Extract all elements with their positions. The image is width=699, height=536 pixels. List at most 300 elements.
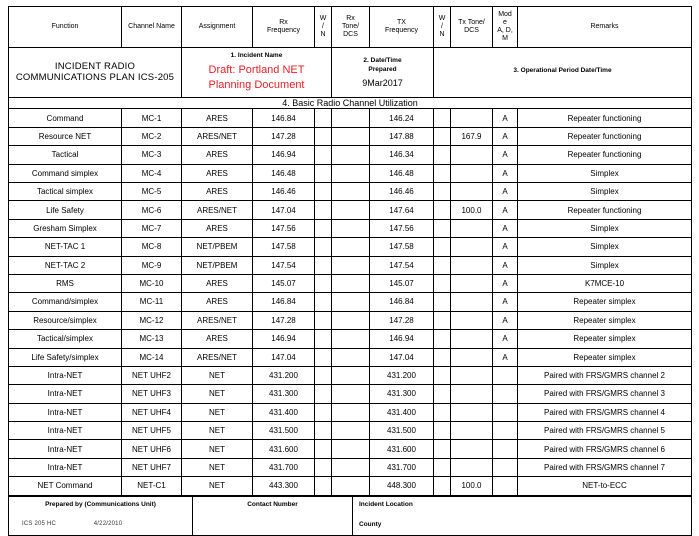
cell-remarks[interactable]: Simplex — [518, 183, 692, 201]
cell-rx_wn[interactable] — [315, 293, 332, 311]
cell-remarks[interactable]: Repeater simplex — [518, 348, 692, 366]
cell-tx_wn[interactable] — [434, 109, 451, 127]
form-title-line-2: COMMUNICATIONS — [15, 71, 107, 83]
cell-channel[interactable]: MC-7 — [122, 219, 182, 237]
cell-rx_wn[interactable] — [315, 238, 332, 256]
form-title — [9, 48, 182, 98]
cell-function[interactable]: Life Safety — [9, 201, 122, 219]
column-header-remarks-line-1: Remarks — [590, 22, 619, 30]
cell-rx_freq[interactable]: 147.56 — [253, 219, 315, 237]
column-header-tx_tone-line-2: DCS — [464, 27, 479, 34]
cell-rx_tone[interactable] — [332, 219, 370, 237]
cell-remarks[interactable]: Paired with FRS/GMRS channel 6 — [518, 440, 692, 458]
cell-tx_wn[interactable] — [434, 366, 451, 384]
cell-remarks[interactable]: Repeater simplex — [518, 311, 692, 329]
cell-rx_tone[interactable] — [332, 293, 370, 311]
column-header-rx_freq — [253, 7, 315, 48]
section-4-banner: 4. Basic Radio Channel Utilization — [9, 98, 692, 109]
cell-channel[interactable]: MC-1 — [122, 109, 182, 127]
cell-tx_tone[interactable] — [451, 238, 493, 256]
incident-name-label: 1. Incident Name — [230, 52, 283, 59]
cell-rx_freq[interactable]: 147.28 — [253, 127, 315, 145]
cell-tx_wn[interactable] — [434, 201, 451, 219]
cell-tx_freq[interactable]: 147.04 — [370, 348, 434, 366]
table-row[interactable] — [9, 238, 692, 256]
column-header-assignment — [182, 7, 253, 48]
section-banner-row — [9, 98, 692, 109]
cell-tx_tone[interactable] — [451, 274, 493, 292]
cell-tx_tone[interactable] — [451, 293, 493, 311]
cell-rx_tone[interactable] — [332, 458, 370, 476]
cell-tx_freq[interactable]: 147.56 — [370, 219, 434, 237]
form-title-line-3: PLAN ICS-205 — [109, 71, 175, 83]
table-row[interactable] — [9, 109, 692, 127]
cell-function[interactable]: Intra-NET — [9, 403, 122, 421]
cell-assignment[interactable]: ARES/NET — [182, 201, 253, 219]
cell-rx_wn[interactable] — [315, 348, 332, 366]
cell-remarks[interactable]: Repeater simplex — [518, 330, 692, 348]
cell-tx_freq[interactable]: 147.28 — [370, 311, 434, 329]
datetime-prepared-cell[interactable] — [332, 48, 434, 98]
cell-tx_freq[interactable]: 146.48 — [370, 164, 434, 182]
column-header-tx_wn-line-3: N — [439, 31, 445, 39]
table-row[interactable] — [9, 422, 692, 440]
cell-tx_freq[interactable]: 146.94 — [370, 330, 434, 348]
cell-mode[interactable] — [493, 440, 518, 458]
county-label: County — [359, 520, 382, 528]
cell-assignment[interactable]: ARES — [182, 274, 253, 292]
cell-remarks[interactable]: Simplex — [518, 219, 692, 237]
cell-rx_tone[interactable] — [332, 201, 370, 219]
cell-rx_wn[interactable] — [315, 440, 332, 458]
cell-rx_tone[interactable] — [332, 127, 370, 145]
cell-rx_freq[interactable]: 431.300 — [253, 385, 315, 403]
table-row[interactable] — [9, 146, 692, 164]
cell-remarks[interactable]: Simplex — [518, 164, 692, 182]
cell-mode[interactable]: A — [493, 164, 518, 182]
cell-rx_freq[interactable]: 145.07 — [253, 274, 315, 292]
cell-tx_tone[interactable] — [451, 311, 493, 329]
cell-tx_tone[interactable] — [451, 183, 493, 201]
cell-mode[interactable] — [493, 385, 518, 403]
cell-remarks[interactable]: Repeater functioning — [518, 127, 692, 145]
cell-rx_tone[interactable] — [332, 348, 370, 366]
table-row[interactable] — [9, 477, 692, 495]
cell-tx_wn[interactable] — [434, 183, 451, 201]
cell-assignment[interactable]: NET — [182, 385, 253, 403]
cell-assignment[interactable]: ARES — [182, 219, 253, 237]
cell-tx_tone[interactable] — [451, 458, 493, 476]
cell-channel[interactable]: MC-14 — [122, 348, 182, 366]
cell-assignment[interactable]: ARES — [182, 293, 253, 311]
cell-channel[interactable]: MC-6 — [122, 201, 182, 219]
cell-mode[interactable] — [493, 366, 518, 384]
cell-tx_tone[interactable] — [451, 440, 493, 458]
column-header-function — [9, 7, 122, 48]
table-row[interactable] — [9, 440, 692, 458]
column-header-tx_wn-line-2: / — [441, 22, 443, 30]
cell-remarks[interactable]: Paired with FRS/GMRS channel 4 — [518, 403, 692, 421]
contact-number-label: Contact Number — [247, 500, 298, 508]
table-row[interactable] — [9, 127, 692, 145]
column-header-assignment-line-1: Assignment — [198, 22, 236, 30]
cell-function[interactable]: Intra-NET — [9, 458, 122, 476]
cell-remarks[interactable]: Repeater functioning — [518, 201, 692, 219]
cell-tx_freq[interactable]: 431.600 — [370, 440, 434, 458]
table-header — [9, 7, 692, 48]
operational-period-cell[interactable] — [434, 48, 692, 98]
cell-function[interactable]: Command/simplex — [9, 293, 122, 311]
operational-period-value — [434, 75, 691, 82]
cell-tx_tone[interactable] — [451, 164, 493, 182]
column-header-rx_wn — [315, 7, 332, 48]
column-header-rx_tone-line-2: Tone/ — [341, 22, 360, 30]
cell-mode[interactable]: A — [493, 256, 518, 274]
incident-name-value: Draft: Portland NET Planning Document — [208, 64, 305, 92]
cell-assignment[interactable]: NET/PBEM — [182, 238, 253, 256]
cell-rx_wn[interactable] — [315, 366, 332, 384]
cell-rx_freq[interactable]: 146.94 — [253, 146, 315, 164]
cell-mode[interactable] — [493, 477, 518, 495]
identification-block — [9, 48, 692, 109]
cell-rx_wn[interactable] — [315, 109, 332, 127]
cell-assignment[interactable]: ARES/NET — [182, 348, 253, 366]
table-row[interactable] — [9, 256, 692, 274]
column-header-rx_wn-line-3: N — [320, 31, 326, 39]
column-header-channel — [122, 7, 182, 48]
cell-remarks[interactable]: Paired with FRS/GMRS channel 5 — [518, 422, 692, 440]
cell-tx_wn[interactable] — [434, 422, 451, 440]
cell-rx_wn[interactable] — [315, 458, 332, 476]
prepared-by-cell[interactable] — [9, 496, 193, 535]
table-row[interactable] — [9, 348, 692, 366]
cell-assignment[interactable]: ARES — [182, 330, 253, 348]
cell-tx_freq[interactable]: 146.24 — [370, 109, 434, 127]
cell-function[interactable]: Intra-NET — [9, 440, 122, 458]
cell-function[interactable]: Tactical — [9, 146, 122, 164]
cell-channel[interactable]: MC-3 — [122, 146, 182, 164]
cell-rx_freq[interactable]: 443.300 — [253, 477, 315, 495]
cell-tx_wn[interactable] — [434, 146, 451, 164]
cell-channel[interactable]: NET-C1 — [122, 477, 182, 495]
table-row[interactable] — [9, 183, 692, 201]
cell-tx_wn[interactable] — [434, 458, 451, 476]
cell-channel[interactable]: MC-11 — [122, 293, 182, 311]
cell-channel[interactable]: NET UHF7 — [122, 458, 182, 476]
column-header-rx_tone — [332, 7, 370, 48]
incident-location-label: Incident Location — [359, 500, 413, 508]
cell-tx_wn[interactable] — [434, 164, 451, 182]
column-header-tx_freq-line-1: TX — [397, 18, 406, 26]
cell-tx_freq[interactable]: 146.46 — [370, 183, 434, 201]
column-header-mode-line-1: Mod — [498, 10, 512, 18]
cell-assignment[interactable]: ARES/NET — [182, 127, 253, 145]
cell-tx_wn[interactable] — [434, 403, 451, 421]
cell-channel[interactable]: NET UHF4 — [122, 403, 182, 421]
cell-assignment[interactable]: ARES — [182, 109, 253, 127]
cell-rx_wn[interactable] — [315, 422, 332, 440]
cell-rx_tone[interactable] — [332, 256, 370, 274]
cell-assignment[interactable]: NET — [182, 422, 253, 440]
cell-function[interactable]: Command — [9, 109, 122, 127]
cell-channel[interactable]: NET UHF3 — [122, 385, 182, 403]
cell-channel[interactable]: MC-12 — [122, 311, 182, 329]
cell-rx_freq[interactable]: 147.28 — [253, 311, 315, 329]
cell-tx_freq[interactable]: 147.88 — [370, 127, 434, 145]
cell-assignment[interactable]: NET — [182, 366, 253, 384]
cell-rx_freq[interactable]: 431.200 — [253, 366, 315, 384]
table-row[interactable] — [9, 311, 692, 329]
cell-tx_wn[interactable] — [434, 219, 451, 237]
table-row[interactable] — [9, 458, 692, 476]
cell-mode[interactable]: A — [493, 293, 518, 311]
cell-channel[interactable]: MC-5 — [122, 183, 182, 201]
cell-assignment[interactable]: NET — [182, 440, 253, 458]
cell-mode[interactable]: A — [493, 146, 518, 164]
cell-function[interactable]: Gresham Simplex — [9, 219, 122, 237]
cell-rx_freq[interactable]: 147.04 — [253, 348, 315, 366]
incident-location-cell[interactable] — [353, 496, 692, 535]
cell-rx_tone[interactable] — [332, 311, 370, 329]
cell-rx_tone[interactable] — [332, 366, 370, 384]
table-row[interactable] — [9, 330, 692, 348]
cell-rx_wn[interactable] — [315, 164, 332, 182]
cell-remarks[interactable]: Repeater simplex — [518, 293, 692, 311]
cell-tx_wn[interactable] — [434, 127, 451, 145]
cell-remarks[interactable]: Repeater functioning — [518, 146, 692, 164]
cell-tx_freq[interactable]: 147.54 — [370, 256, 434, 274]
cell-rx_freq[interactable]: 146.84 — [253, 109, 315, 127]
cell-rx_tone[interactable] — [332, 238, 370, 256]
cell-rx_freq[interactable]: 146.84 — [253, 293, 315, 311]
cell-rx_freq[interactable]: 146.48 — [253, 164, 315, 182]
cell-channel[interactable]: MC-10 — [122, 274, 182, 292]
table-row[interactable] — [9, 385, 692, 403]
cell-tx_freq[interactable]: 448.300 — [370, 477, 434, 495]
datetime-prepared-label-line-2: Prepared — [368, 66, 397, 74]
cell-rx_tone[interactable] — [332, 109, 370, 127]
cell-tx_tone[interactable]: 167.9 — [451, 127, 493, 145]
form-revision-date: 4/22/2010 — [93, 521, 123, 527]
table-row[interactable] — [9, 366, 692, 384]
cell-tx_tone[interactable] — [451, 146, 493, 164]
cell-function[interactable]: Resource/simplex — [9, 311, 122, 329]
cell-rx_wn[interactable] — [315, 201, 332, 219]
cell-tx_wn[interactable] — [434, 440, 451, 458]
cell-mode[interactable]: A — [493, 348, 518, 366]
cell-tx_tone[interactable] — [451, 403, 493, 421]
column-header-mode-line-4: M — [502, 35, 508, 43]
table-row[interactable] — [9, 293, 692, 311]
cell-mode[interactable]: A — [493, 274, 518, 292]
cell-mode[interactable]: A — [493, 238, 518, 256]
cell-tx_freq[interactable]: 146.84 — [370, 293, 434, 311]
cell-tx_freq[interactable]: 147.58 — [370, 238, 434, 256]
cell-rx_freq[interactable]: 147.58 — [253, 238, 315, 256]
cell-assignment[interactable]: NET — [182, 477, 253, 495]
cell-rx_wn[interactable] — [315, 219, 332, 237]
cell-rx_tone[interactable] — [332, 403, 370, 421]
table-row[interactable] — [9, 274, 692, 292]
identification-row — [9, 48, 692, 98]
cell-rx_freq[interactable]: 147.54 — [253, 256, 315, 274]
cell-remarks[interactable]: K7MCE-10 — [518, 274, 692, 292]
cell-channel[interactable]: MC-13 — [122, 330, 182, 348]
cell-function[interactable]: Intra-NET — [9, 422, 122, 440]
cell-rx_tone[interactable] — [332, 440, 370, 458]
cell-mode[interactable]: A — [493, 183, 518, 201]
column-header-channel-line-1: Channel Name — [128, 22, 175, 30]
cell-rx_wn[interactable] — [315, 330, 332, 348]
cell-remarks[interactable]: Paired with FRS/GMRS channel 3 — [518, 385, 692, 403]
cell-remarks[interactable]: Repeater functioning — [518, 109, 692, 127]
cell-mode[interactable]: A — [493, 127, 518, 145]
cell-tx_wn[interactable] — [434, 311, 451, 329]
cell-channel[interactable]: MC-2 — [122, 127, 182, 145]
contact-number-cell[interactable] — [193, 496, 353, 535]
column-header-rx_freq-line-2: Frequency — [266, 27, 301, 34]
cell-tx_tone[interactable] — [451, 385, 493, 403]
cell-rx_freq[interactable]: 431.600 — [253, 440, 315, 458]
cell-rx_tone[interactable] — [332, 385, 370, 403]
table-row[interactable] — [9, 201, 692, 219]
cell-tx_wn[interactable] — [434, 477, 451, 495]
cell-channel[interactable]: MC-4 — [122, 164, 182, 182]
cell-tx_freq[interactable]: 431.200 — [370, 366, 434, 384]
cell-channel[interactable]: NET UHF6 — [122, 440, 182, 458]
cell-function[interactable]: Intra-NET — [9, 385, 122, 403]
cell-function[interactable]: NET Command — [9, 477, 122, 495]
cell-assignment[interactable]: ARES — [182, 146, 253, 164]
cell-rx_tone[interactable] — [332, 330, 370, 348]
cell-tx_wn[interactable] — [434, 330, 451, 348]
cell-tx_freq[interactable]: 431.500 — [370, 422, 434, 440]
cell-tx_freq[interactable]: 145.07 — [370, 274, 434, 292]
cell-rx_tone[interactable] — [332, 146, 370, 164]
table-row[interactable] — [9, 164, 692, 182]
cell-channel[interactable]: NET UHF2 — [122, 366, 182, 384]
cell-tx_tone[interactable] — [451, 109, 493, 127]
cell-channel[interactable]: NET UHF5 — [122, 422, 182, 440]
cell-function[interactable]: Command simplex — [9, 164, 122, 182]
cell-function[interactable]: NET-TAC 2 — [9, 256, 122, 274]
cell-remarks[interactable]: NET-to-ECC — [518, 477, 692, 495]
cell-rx_freq[interactable]: 431.400 — [253, 403, 315, 421]
cell-assignment[interactable]: ARES — [182, 183, 253, 201]
form-identifier-stamp — [22, 521, 122, 527]
cell-channel[interactable]: MC-8 — [122, 238, 182, 256]
cell-remarks[interactable]: Simplex — [518, 238, 692, 256]
cell-mode[interactable]: A — [493, 330, 518, 348]
form-id: ICS 205 HC — [22, 521, 57, 527]
cell-rx_tone[interactable] — [332, 274, 370, 292]
cell-tx_freq[interactable]: 431.400 — [370, 403, 434, 421]
cell-rx_wn[interactable] — [315, 183, 332, 201]
column-header-tx_wn — [434, 7, 451, 48]
cell-tx_tone[interactable]: 100.0 — [451, 477, 493, 495]
cell-assignment[interactable]: NET — [182, 403, 253, 421]
contact-number-value — [193, 508, 352, 510]
cell-function[interactable]: RMS — [9, 274, 122, 292]
cell-rx_wn[interactable] — [315, 146, 332, 164]
cell-mode[interactable] — [493, 458, 518, 476]
cell-tx_wn[interactable] — [434, 256, 451, 274]
cell-function[interactable]: Tactical simplex — [9, 183, 122, 201]
channel-rows — [9, 109, 692, 495]
cell-channel[interactable]: MC-9 — [122, 256, 182, 274]
cell-rx_freq[interactable]: 431.500 — [253, 422, 315, 440]
cell-tx_freq[interactable]: 431.700 — [370, 458, 434, 476]
cell-remarks[interactable]: Paired with FRS/GMRS channel 7 — [518, 458, 692, 476]
cell-mode[interactable] — [493, 422, 518, 440]
cell-rx_wn[interactable] — [315, 274, 332, 292]
cell-tx_tone[interactable]: 100.0 — [451, 201, 493, 219]
cell-tx_tone[interactable] — [451, 366, 493, 384]
cell-assignment[interactable]: NET/PBEM — [182, 256, 253, 274]
cell-tx_tone[interactable] — [451, 219, 493, 237]
cell-mode[interactable]: A — [493, 311, 518, 329]
cell-rx_freq[interactable]: 147.04 — [253, 201, 315, 219]
cell-tx_wn[interactable] — [434, 385, 451, 403]
cell-tx_tone[interactable] — [451, 256, 493, 274]
cell-function[interactable]: NET-TAC 1 — [9, 238, 122, 256]
cell-tx_tone[interactable] — [451, 422, 493, 440]
cell-remarks[interactable]: Simplex — [518, 256, 692, 274]
cell-tx_freq[interactable]: 147.64 — [370, 201, 434, 219]
cell-assignment[interactable]: ARES — [182, 164, 253, 182]
cell-rx_freq[interactable]: 146.94 — [253, 330, 315, 348]
table-row[interactable] — [9, 219, 692, 237]
cell-rx_wn[interactable] — [315, 403, 332, 421]
cell-function[interactable]: Life Safety/simplex — [9, 348, 122, 366]
cell-remarks[interactable]: Paired with FRS/GMRS channel 2 — [518, 366, 692, 384]
incident-name-cell[interactable] — [182, 48, 332, 98]
table-row[interactable] — [9, 403, 692, 421]
cell-tx_wn[interactable] — [434, 274, 451, 292]
column-header-mode — [493, 7, 518, 48]
cell-assignment[interactable]: ARES/NET — [182, 311, 253, 329]
cell-tx_wn[interactable] — [434, 293, 451, 311]
cell-rx_wn[interactable] — [315, 256, 332, 274]
cell-rx_wn[interactable] — [315, 127, 332, 145]
cell-function[interactable]: Intra-NET — [9, 366, 122, 384]
cell-rx_tone[interactable] — [332, 183, 370, 201]
cell-rx_tone[interactable] — [332, 164, 370, 182]
cell-rx_tone[interactable] — [332, 477, 370, 495]
cell-mode[interactable]: A — [493, 219, 518, 237]
cell-mode[interactable]: A — [493, 109, 518, 127]
cell-rx_freq[interactable]: 146.46 — [253, 183, 315, 201]
cell-rx_tone[interactable] — [332, 422, 370, 440]
cell-function[interactable]: Tactical/simplex — [9, 330, 122, 348]
cell-rx_wn[interactable] — [315, 385, 332, 403]
column-header-tx_wn-line-1: W — [438, 14, 446, 22]
cell-rx_wn[interactable] — [315, 477, 332, 495]
cell-tx_freq[interactable]: 146.34 — [370, 146, 434, 164]
cell-assignment[interactable]: NET — [182, 458, 253, 476]
cell-tx_wn[interactable] — [434, 348, 451, 366]
cell-tx_tone[interactable] — [451, 348, 493, 366]
cell-rx_freq[interactable]: 431.700 — [253, 458, 315, 476]
form-title-line-1: INCIDENT RADIO — [54, 60, 136, 72]
cell-tx_tone[interactable] — [451, 330, 493, 348]
cell-function[interactable]: Resource NET — [9, 127, 122, 145]
cell-mode[interactable] — [493, 403, 518, 421]
cell-tx_wn[interactable] — [434, 238, 451, 256]
cell-rx_wn[interactable] — [315, 311, 332, 329]
cell-mode[interactable]: A — [493, 201, 518, 219]
cell-tx_freq[interactable]: 431.300 — [370, 385, 434, 403]
